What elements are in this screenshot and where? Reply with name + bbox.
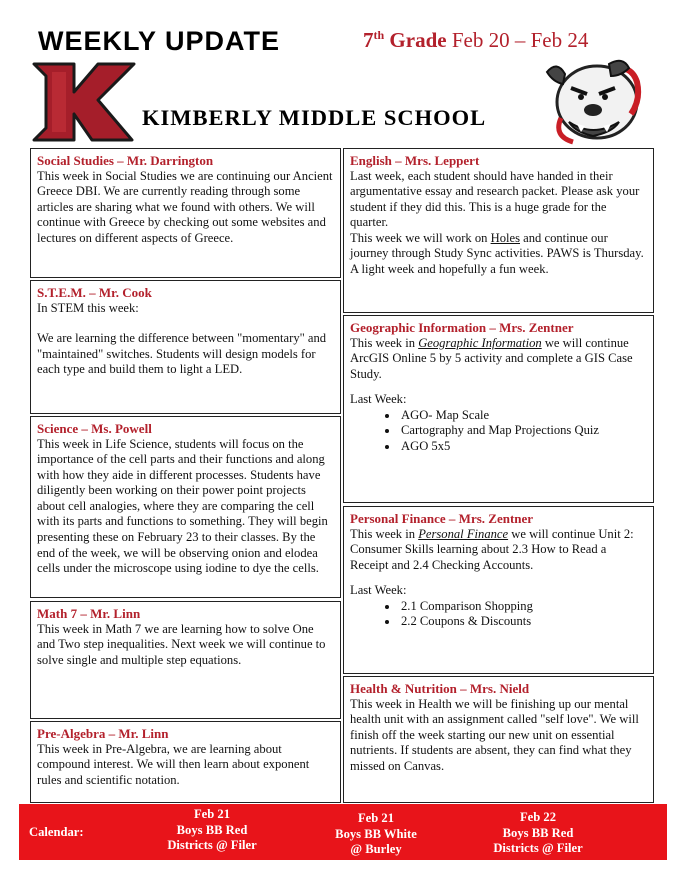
grade-number: 7	[363, 28, 374, 52]
list-item: 2.2 Coupons & Discounts	[383, 614, 647, 630]
list-item: AGO 5x5	[383, 439, 647, 455]
grade-suffix: th	[373, 28, 385, 42]
english-section	[343, 148, 654, 313]
social-studies-section	[30, 148, 341, 278]
section-body	[350, 527, 647, 574]
section-title: S.T.E.M. – Mr. Cook	[37, 285, 152, 300]
last-week-label: Last Week:	[350, 392, 407, 407]
section-title: Health & Nutrition – Mrs. Nield	[350, 681, 530, 696]
calendar-event	[485, 810, 591, 857]
grade-word: Grade	[389, 28, 447, 52]
event-line: Districts @ Filer	[493, 841, 583, 855]
stem-section	[30, 280, 341, 414]
last-week-label: Last Week:	[350, 583, 407, 598]
section-title: Pre-Algebra – Mr. Linn	[37, 726, 169, 741]
section-body: This week in Math 7 we are learning how to solve One and Two step inequalities. Next week we will continue to solve single and multiple step equations.	[37, 621, 326, 667]
section-body: This week in Social Studies we are continuing our Ancient Greece DBI. We are currently reading through some articles are sharing what we found with others. We will continue with Greece by checking out some websites and lectures on different aspects of Greece.	[37, 168, 333, 245]
last-week-list	[350, 599, 647, 630]
section-title: Social Studies – Mr. Darrington	[37, 153, 214, 168]
body-text: This week in	[350, 335, 419, 350]
list-item: Cartography and Map Projections Quiz	[383, 423, 647, 439]
body-text: This week we will work on	[350, 230, 491, 245]
event-date: Feb 21	[357, 811, 395, 825]
section-body: In STEM this week:	[37, 300, 139, 315]
course-name: Geographic Information	[418, 335, 542, 350]
grade-and-dates	[363, 28, 588, 53]
section-body: This week in Pre-Algebra, we are learning about compound interest. We will then learn about exponent rules and scientific notation.	[37, 741, 310, 787]
section-title: Science – Ms. Powell	[37, 421, 152, 436]
newsletter-title: WEEKLY UPDATE	[38, 26, 281, 56]
list-item: AGO- Map Scale	[383, 408, 647, 424]
event-date: Feb 22	[519, 810, 557, 824]
health-nutrition-section	[343, 676, 654, 803]
book-title-holes: Holes	[490, 230, 520, 245]
date-range: Feb 20 – Feb 24	[451, 28, 589, 52]
section-body: Last week, each student should have handed in their argumentative essay and research packet. Please ask your student if they did this. This is a huge grade for the quarter.	[350, 168, 640, 230]
event-line: @ Burley	[350, 842, 402, 856]
body-text: and continue our journey through Study Sync activities. PAWS is Thursday.	[350, 230, 644, 261]
calendar-event	[324, 811, 428, 858]
geographic-information-section	[343, 315, 654, 503]
event-line: Boys BB Red	[176, 822, 248, 837]
section-title: English – Mrs. Leppert	[350, 153, 480, 168]
pre-algebra-section	[30, 721, 341, 803]
event-line: Districts @ Filer	[167, 838, 257, 852]
bulldog-mascot-icon	[543, 52, 643, 147]
school-k-logo	[32, 62, 136, 142]
section-title: Math 7 – Mr. Linn	[37, 606, 141, 621]
math7-section	[30, 601, 341, 719]
section-body: A light week and hopefully a fun week.	[350, 262, 549, 277]
course-name: Personal Finance	[418, 526, 509, 541]
section-body: This week in Health we will be finishing up our mental health unit with an assignment called "self love". We will finish off the week starting our new unit on essential nutrients. If students are absent, they can find what they missed on Canvas.	[350, 696, 639, 773]
calendar-event	[159, 807, 265, 854]
event-date: Feb 21	[193, 807, 231, 821]
body-text: we will continue ArcGIS Online 5 by 5 activity and complete a GIS Case Study.	[350, 335, 633, 381]
calendar-bar	[19, 804, 667, 860]
body-text: we will continue Unit 2: Consumer Skills learning about 2.3 How to Read a Receipt and 2.4 Checking Accounts.	[350, 526, 634, 572]
calendar-label: Calendar:	[29, 825, 84, 839]
section-body: This week in Life Science, students will focus on the importance of the cell parts and their functions and along with how they aide in different processes. Students have diligently been working on their power point projects about cell analogies, where they are comparing the cell with its parts and functions to something. They will begin presenting these on February 23 to their classes. By the end of the week, we will be observing onion and elodea cells under the microscope using iodine to dye the cells.	[37, 436, 328, 576]
list-item: 2.1 Comparison Shopping	[383, 599, 647, 615]
section-body: We are learning the difference between "momentary" and "maintained" switches. Students will design models for each type and build them to light a LED.	[37, 331, 327, 377]
personal-finance-section	[343, 506, 654, 674]
section-title: Personal Finance – Mrs. Zentner	[350, 511, 534, 526]
last-week-list	[350, 408, 647, 455]
science-section	[30, 416, 341, 598]
section-body	[350, 336, 647, 383]
body-text: This week in	[350, 526, 419, 541]
section-title: Geographic Information – Mrs. Zentner	[350, 320, 574, 335]
event-line: Boys BB Red	[502, 825, 574, 840]
event-line: Boys BB White	[335, 826, 417, 841]
school-name: KIMBERLY MIDDLE SCHOOL	[142, 105, 487, 130]
section-body	[350, 231, 647, 262]
